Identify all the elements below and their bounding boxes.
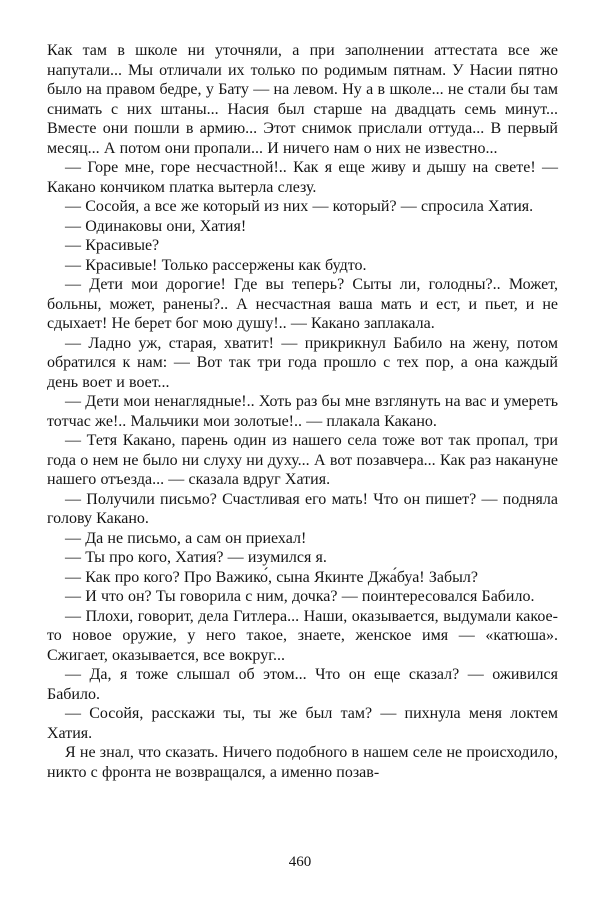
paragraph-4: — Одинаковы они, Хатия! <box>65 217 247 235</box>
paragraph-12: — Да не письмо, а сам он приехал! <box>65 529 307 547</box>
paragraph-9: — Дети мои ненаглядные!.. Хоть раз бы мне взглянуть на вас и умереть тотчас же!.. Мальчики мои золотые!.. — плакала Какано. <box>47 393 558 430</box>
paragraph-3: — Сосойя, а все же который из них — который? — спросила Хатия. <box>65 198 534 215</box>
paragraph-17: — Да, я тоже слышал об этом... Что он еще сказал? — оживился Бабило. <box>47 666 558 703</box>
paragraph-8: — Ладно уж, старая, хватит! — прикрикнул Бабило на жену, потом обратился к нам: — Вот так три года прошло с тех пор, а она каждый день воет и воет... <box>47 334 558 391</box>
page-number: 460 <box>288 854 312 870</box>
paragraph-15: — И что он? Ты говорила с ним, дочка? — поинтересовался Бабило. <box>65 588 535 605</box>
paragraph-10: — Тетя Какано, парень один из нашего села тоже вот так пропал, три года о нем не было ни слуху ни духу... А вот позавчера... Как раз накануне нашего отъезда... — сказала вдруг Хатия. <box>47 432 558 488</box>
paragraph-1: Как там в школе ни уточняли, а при заполнении аттестата все же напутали... Мы отличали их только по родимым пятнам. У Насии пятно было на правом бедре, у Бату — на левом. Ну а в школе... не стали бы там снимать с них штаны... Насия был старше на двадцать семь минут... Вместе они пошли в армию... Этот снимок прислали оттуда... В первый месяц... А потом они пропали... И ничего нам о них не известно... <box>47 42 558 157</box>
paragraph-5: — Красивые? <box>65 237 160 254</box>
paragraph-11: — Получили письмо? Счастливая его мать! Что он пишет? — подняла голову Какано. <box>47 490 558 527</box>
paragraph-7: — Дети мои дорогие! Где вы теперь? Сыты ли, голодны?.. Может, больны, может, ранены?.. А несчастная ваша мать и ест, и пьет, и не сдыхает! Не берет бог мою душу!.. — Какано заплакала. <box>47 276 558 332</box>
paragraph-14: — Как про кого? Про Важико́, сына Якинте Джа́буа! Забыл? <box>65 568 478 586</box>
paragraph-2: — Горе мне, горе несчастной!.. Как я еще живу и дышу на свете! — Какано кончиком платка вытерла слезу. <box>47 159 558 196</box>
paragraph-6: — Красивые! Только рассержены как будто. <box>65 256 367 274</box>
paragraph-19: Я не знал, что сказать. Ничего подобного в нашем селе не происходило, никто с фронта не возвращался, а именно позав- <box>47 744 558 781</box>
paragraph-18: — Сосойя, расскажи ты, ты же был там? — пихнула меня локтем Хатия. <box>47 705 558 742</box>
paragraph-13: — Ты про кого, Хатия? — изумился я. <box>65 549 327 566</box>
paragraph-16: — Плохи, говорит, дела Гитлера... Наши, оказывается, выдумали какое-то новое оружие, у него такое, знаете, женское имя — «катюша». Сжигает, оказывается, все вокруг... <box>47 607 558 664</box>
page-text <box>47 41 558 782</box>
